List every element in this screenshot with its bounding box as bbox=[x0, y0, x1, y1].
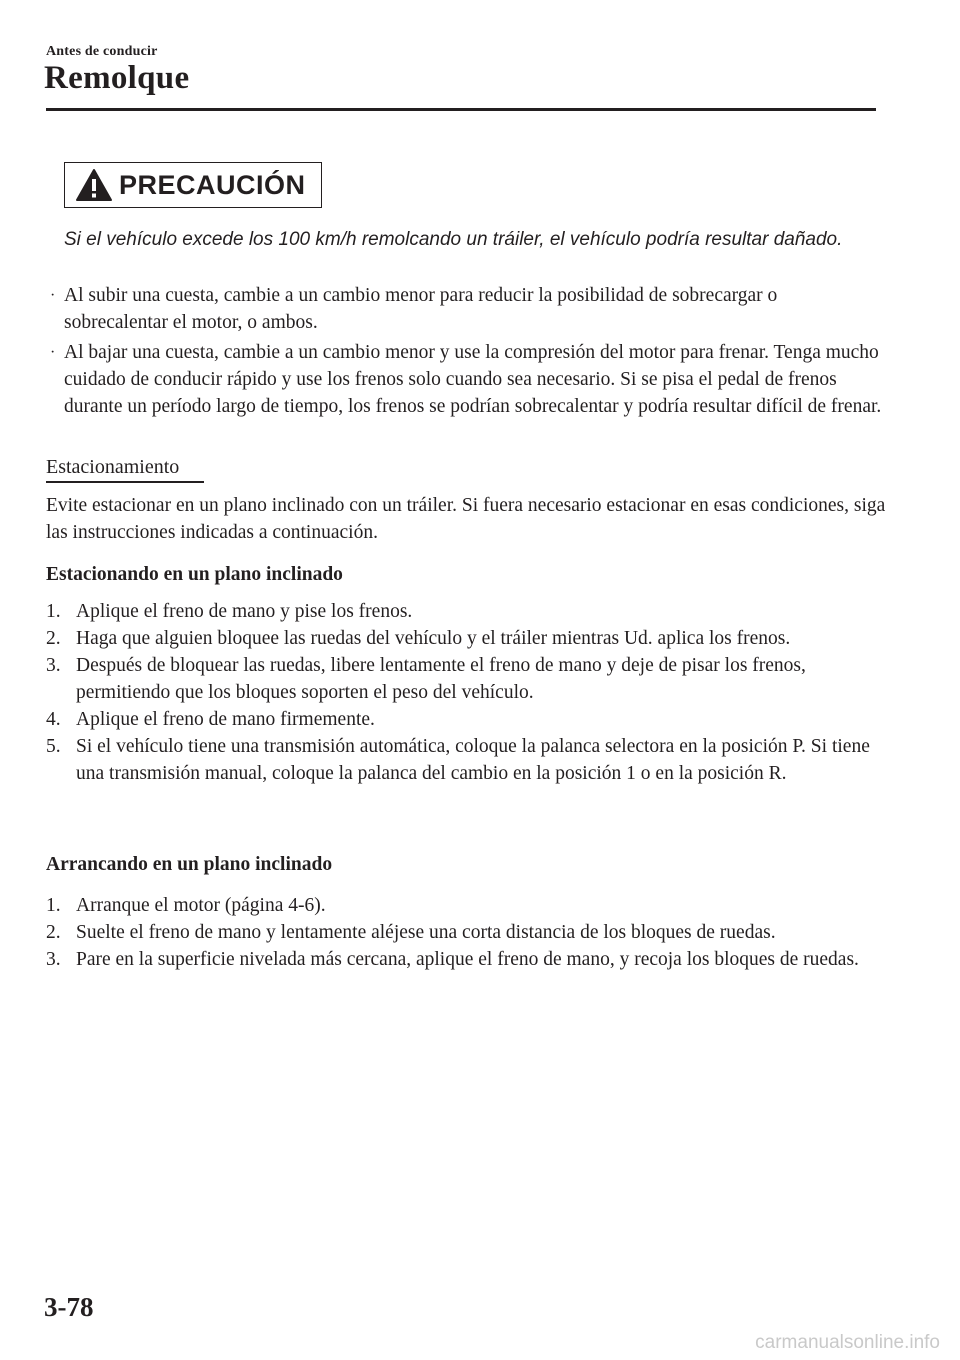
step-number: 1. bbox=[46, 601, 61, 622]
starting-step bbox=[46, 919, 886, 946]
parking-heading-underline bbox=[46, 481, 204, 483]
step-text: Aplique el freno de mano firmemente. bbox=[76, 709, 375, 730]
step-number: 2. bbox=[46, 628, 61, 649]
parking-step bbox=[46, 733, 886, 787]
page-title: Remolque bbox=[44, 60, 190, 96]
step-text: Suelte el freno de mano y lentamente aléjese una corta distancia de los bloques de ruedas. bbox=[76, 922, 776, 943]
step-number: 3. bbox=[46, 655, 61, 676]
caution-label: PRECAUCIÓN bbox=[119, 169, 306, 200]
step-number: 1. bbox=[46, 895, 61, 916]
step-text: Arranque el motor (página 4-6). bbox=[76, 895, 326, 916]
caution-bullet-item bbox=[46, 339, 886, 420]
bullet-text: Al subir una cuesta, cambie a un cambio menor para reducir la posibilidad de sobrecargar o sobrecalentar el motor, o ambos. bbox=[64, 285, 778, 333]
step-number: 3. bbox=[46, 949, 61, 970]
caution-bullet-item bbox=[46, 282, 886, 336]
step-number: 2. bbox=[46, 922, 61, 943]
warning-triangle-icon bbox=[75, 168, 113, 202]
step-text: Pare en la superficie nivelada más cercana, aplique el freno de mano, y recoja los bloques de ruedas. bbox=[76, 949, 859, 970]
step-text: Después de bloquear las ruedas, libere lentamente el freno de mano y deje de pisar los frenos, permitiendo que los bloques soporten el peso del vehículo. bbox=[76, 655, 806, 703]
bullet-text: Al bajar una cuesta, cambie a un cambio menor y use la compresión del motor para frenar. Tenga mucho cuidado de conducir rápido y use los frenos solo cuando sea necesario. Si se pisa el pedal de frenos durante un período largo de tiempo, los frenos se podrían sobrecalentar y podría resultar difícil de frenar. bbox=[64, 342, 882, 417]
parking-step bbox=[46, 625, 886, 652]
parking-step bbox=[46, 598, 886, 625]
page-number: 3-78 bbox=[44, 1292, 94, 1322]
bullet-dot: · bbox=[50, 344, 56, 361]
parking-steps-list bbox=[46, 598, 886, 787]
title-rule bbox=[46, 108, 876, 111]
bullet-dot: · bbox=[50, 287, 56, 304]
caution-box bbox=[64, 162, 322, 208]
parking-intro: Evite estacionar en un plano inclinado con un tráiler. Si fuera necesario estacionar en esas condiciones, siga las instrucciones indicadas a continuación. bbox=[46, 495, 886, 543]
section-label: Antes de conducir bbox=[46, 44, 158, 59]
starting-on-incline-heading: Arrancando en un plano inclinado bbox=[46, 854, 333, 875]
step-number: 4. bbox=[46, 709, 61, 730]
starting-step bbox=[46, 892, 886, 919]
parking-heading: Estacionamiento bbox=[46, 456, 180, 478]
step-number: 5. bbox=[46, 736, 61, 757]
step-text: Haga que alguien bloquee las ruedas del vehículo y el tráiler mientras Ud. aplica los frenos. bbox=[76, 628, 791, 649]
parking-step bbox=[46, 652, 886, 706]
caution-note: Si el vehículo excede los 100 km/h remolcando un tráiler, el vehículo podría resultar dañado. bbox=[64, 229, 843, 250]
parking-on-incline-heading: Estacionando en un plano inclinado bbox=[46, 564, 343, 585]
step-text: Si el vehículo tiene una transmisión automática, coloque la palanca selectora en la posición P. Si tiene una transmisión manual, coloque la palanca del cambio en la posición 1 o en la posición R. bbox=[76, 736, 870, 784]
starting-step bbox=[46, 946, 886, 973]
starting-steps-list bbox=[46, 892, 886, 973]
caution-bullet-list bbox=[46, 282, 886, 423]
step-text: Aplique el freno de mano y pise los frenos. bbox=[76, 601, 413, 622]
parking-step bbox=[46, 706, 886, 733]
watermark: carmanualsonline.info bbox=[755, 1332, 940, 1353]
